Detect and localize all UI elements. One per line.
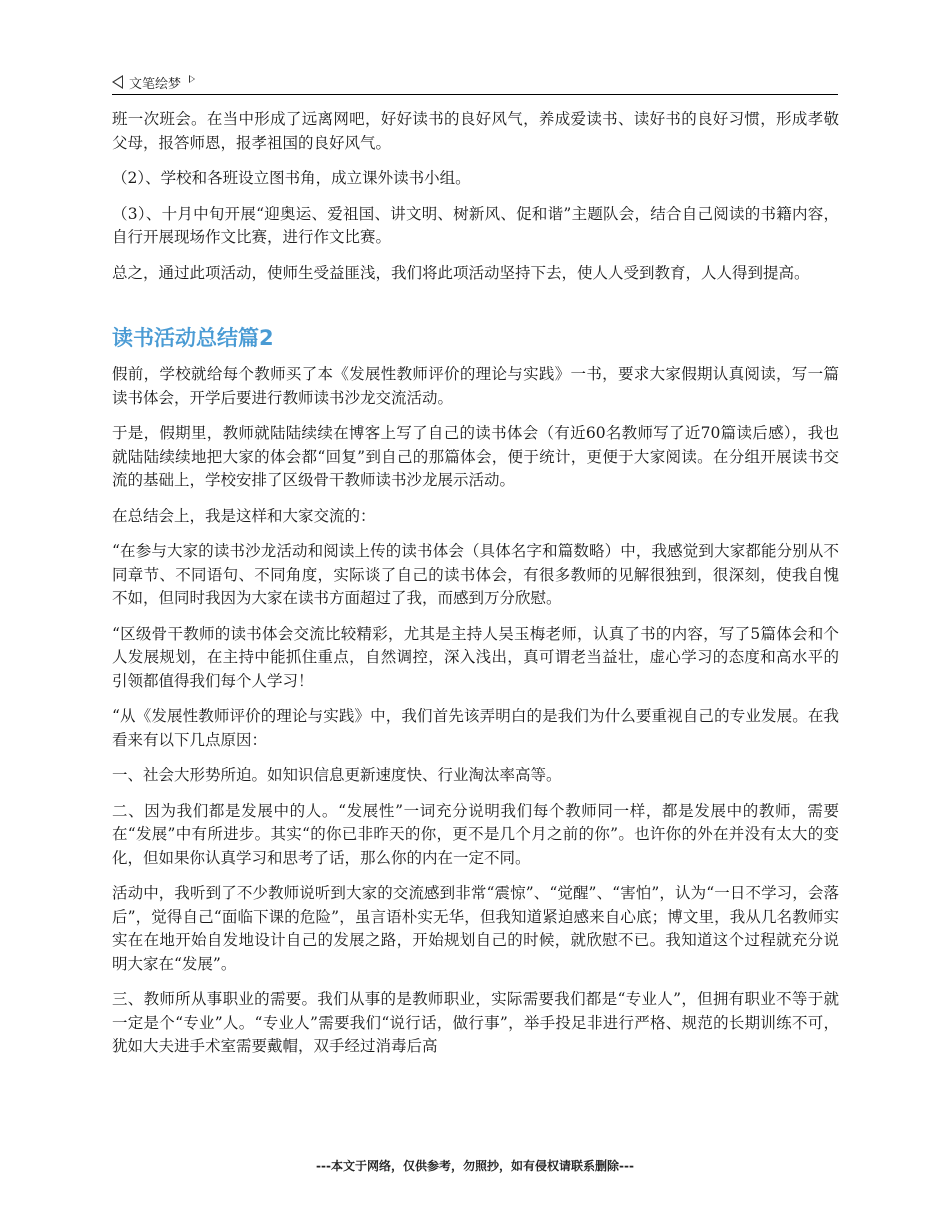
paragraph: “区级骨干教师的读书体会交流比较精彩，尤其是主持人吴玉梅老师，认真了书的内容，写了5篇体会和个人发展规划，在主持中能抓住重点，自然调控，深入浅出，真可谓老当益壮，虚心学习的态度和高水平的引领都值得我们每个人学习！ bbox=[112, 624, 839, 690]
paragraph: 一、社会大形势所迫。如知识信息更新速度快、行业淘汰率高等。 bbox=[112, 766, 562, 784]
paragraph: 活动中，我听到了不少教师说听到大家的交流感到非常“震惊”、“觉醒”、“害怕”，认为“一日不学习，会落后”，觉得自己“面临下课的危险”，虽言语朴实无华，但我知道紧迫感来自心底；博文里，我从几名教师实实在在地开始自发地设计自己的发展之路，开始规划自己的时候，就欣慰不已。我知道这个过程就充分说明大家在“发展”。 bbox=[112, 884, 839, 973]
triangle-left-icon bbox=[112, 75, 123, 89]
paragraph: 三、教师所从事职业的需要。我们从事的是教师职业，实际需要我们都是“专业人”，但拥有职业不等于就一定是个“专业”人。“专业人”需要我们“说行话，做行事”，举手投足非进行严格、规范的长期训练不可，犹如大夫进手术室需要戴帽，双手经过消毒后高 bbox=[112, 990, 839, 1055]
paragraph: 于是，假期里，教师就陆陆续续在博客上写了自己的读书体会（有近60名教师写了近70篇读后感），我也就陆陆续续地把大家的体会都“回复”到自己的那篇体会，便于统计，更便于大家阅读。在分组开展读书交流的基础上，学校安排了区级骨干教师读书沙龙展示活动。 bbox=[112, 424, 839, 489]
section-title: 读书活动总结篇2 bbox=[112, 326, 274, 350]
paragraph: “在参与大家的读书沙龙活动和阅读上传的读书体会（具体名字和篇数略）中，我感觉到大家都能分别从不同章节、不同语句、不同角度，实际谈了自己的读书体会，有很多教师的见解很独到，很深刻，使我自愧不如，但同时我因为大家在读书方面超过了我，而感到万分欣慰。 bbox=[112, 542, 839, 607]
paragraph: “从《发展性教师评价的理论与实践》中，我们首先该弄明白的是我们为什么要重视自己的专业发展。在我看来有以下几点原因： bbox=[112, 707, 839, 749]
page-header bbox=[112, 70, 838, 95]
paragraph: 假前，学校就给每个教师买了本《发展性教师评价的理论与实践》一书，要求大家假期认真阅读，写一篇读书体会，开学后要进行教师读书沙龙交流活动。 bbox=[112, 365, 839, 407]
triangle-right-icon bbox=[189, 75, 195, 83]
paragraph: 班一次班会。在当中形成了远离网吧，好好读书的良好风气，养成爱读书、读好书的良好习惯，形成孝敬父母，报答师恩，报孝祖国的良好风气。 bbox=[112, 110, 839, 152]
paragraph: （2）、学校和各班设立图书角，成立课外读书小组。 bbox=[112, 169, 471, 187]
header-brand: 文笔绘梦 bbox=[129, 76, 182, 92]
document-body bbox=[112, 108, 839, 1071]
paragraph: （3）、十月中旬开展“迎奥运、爱祖国、讲文明、树新风、促和谐”主题队会，结合自己阅读的书籍内容，自行开展现场作文比赛，进行作文比赛。 bbox=[112, 204, 839, 246]
paragraph: 总之，通过此项活动，使师生受益匪浅，我们将此项活动坚持下去，使人人受到教育，人人得到提高。 bbox=[112, 263, 810, 282]
page-footer: ---本文于网络，仅供参考，勿照抄，如有侵权请联系删除--- bbox=[316, 1159, 634, 1173]
paragraph: 在总结会上，我是这样和大家交流的： bbox=[112, 506, 376, 525]
paragraph: 二、因为我们都是发展中的人。“发展性”一词充分说明我们每个教师同一样，都是发展中的教师，需要在“发展”中有所进步。其实“的你已非昨天的你，更不是几个月之前的你”。也许你的外在并没有太大的变化，但如果你认真学习和思考了话，那么你的内在一定不同。 bbox=[112, 801, 839, 867]
